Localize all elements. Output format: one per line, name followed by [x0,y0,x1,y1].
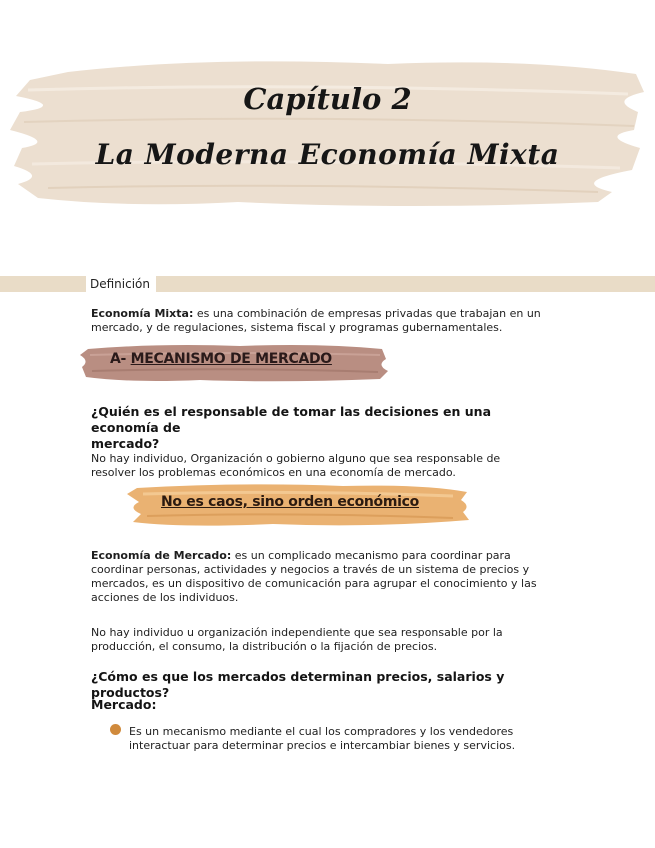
highlight-text: No es caos, sino orden económico [161,494,419,510]
market-economy-term: Economía de Mercado: [91,549,232,562]
question-2: ¿Cómo es que los mercados determinan precios, salarios y productos? [91,669,505,700]
paragraph-2-line-2: producción, el consumo, la distribución o la fijación de precios. [91,640,438,653]
market-economy-line-1: es un complicado mecanismo para coordinar para [231,549,511,562]
answer-1-line-2: resolver los problemas económicos en una economía de mercado. [91,466,456,479]
market-economy-line-2: coordinar personas, actividades y negocios a través de un sistema de precios y [91,563,530,576]
question-1-line-2: mercado? [91,436,160,451]
mercado-label: Mercado: [91,697,157,712]
definition-term: Economía Mixta: [91,307,194,320]
answer-1-line-1: No hay individuo, Organización o gobierno alguno que sea responsable de [91,452,501,465]
title-brush-stroke [8,52,648,210]
market-economy-paragraph [91,549,561,605]
section-a-prefix: A- [110,351,131,367]
market-economy-line-4: acciones de los individuos. [91,591,239,604]
definition-paragraph [91,307,561,335]
section-a-heading [110,351,332,367]
bullet-item [129,725,549,753]
bullet-item-line-1: Es un mecanismo mediante el cual los compradores y los vendedores [129,725,514,738]
market-economy-line-3: mercados, es un dispositivo de comunicación para agrupar el conocimiento y las [91,577,537,590]
question-1 [91,404,561,452]
paragraph-2 [91,626,561,654]
definition-band [0,276,655,292]
definition-label: Definición [86,275,156,293]
section-a-title: MECANISMO DE MERCADO [130,351,332,367]
definition-text-2: mercado, y de regulaciones, sistema fiscal y programas gubernamentales. [91,321,503,334]
bullet-item-line-2: interactuar para determinar precios e intercambiar bienes y servicios. [129,739,516,752]
chapter-title: Capítulo 2 [243,82,412,116]
paragraph-2-line-1: No hay individuo u organización independiente que sea responsable por la [91,626,503,639]
bullet-dot-icon [110,724,121,735]
chapter-subtitle: La Moderna Economía Mixta [95,138,560,171]
definition-text-1: es una combinación de empresas privadas que trabajan en un [193,307,541,320]
answer-1 [91,452,561,480]
question-1-line-1: ¿Quién es el responsable de tomar las decisiones en una economía de [91,404,492,435]
